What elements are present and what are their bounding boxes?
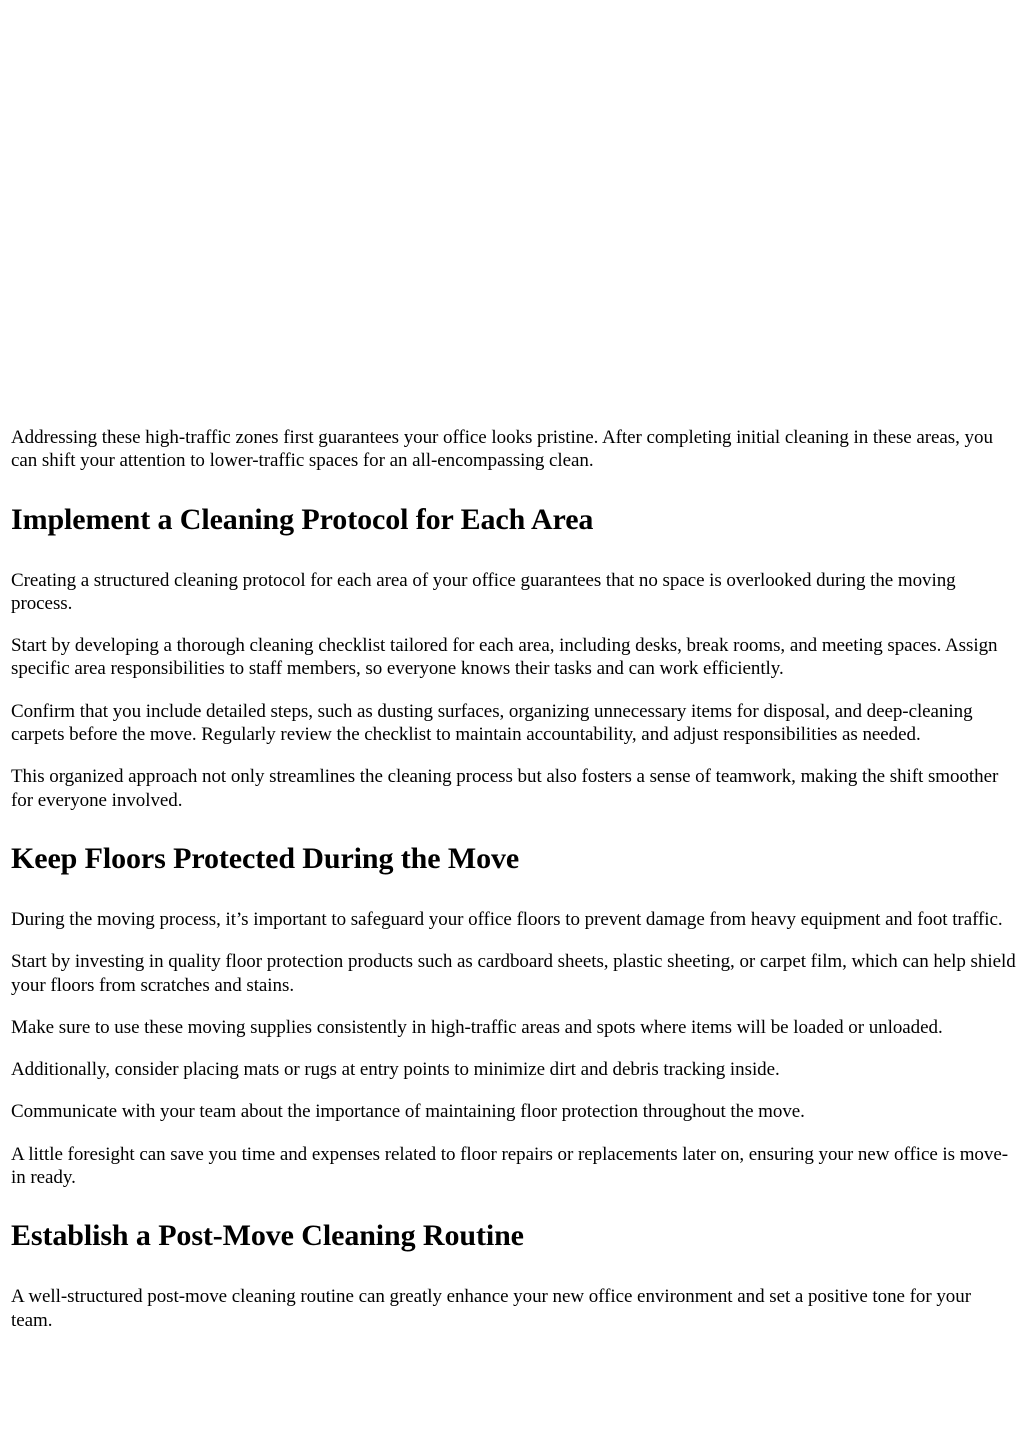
paragraph: Confirm that you include detailed steps, such as dusting surfaces, organizing unnecessary items for disposal, and deep-cleaning carpets before the move. Regularly review the checklist to maintain accountability, and adjust responsibilities as needed. <box>11 700 973 746</box>
paragraph: A little foresight can save you time and expenses related to floor repairs or replacements later on, ensuring your new office is move-in ready. <box>11 1143 1008 1189</box>
paragraph: Creating a structured cleaning protocol for each area of your office guarantees that no space is overlooked during the moving process. <box>11 569 956 614</box>
paragraph: This organized approach not only streamlines the cleaning process but also fosters a sense of teamwork, making the shift smoother for everyone involved. <box>11 766 999 811</box>
paragraph: Start by investing in quality floor protection products such as cardboard sheets, plastic sheeting, or carpet film, which can help shield your floors from scratches and stains. <box>11 951 1016 996</box>
paragraph: Start by developing a thorough cleaning checklist tailored for each area, including desks, break rooms, and meeting spaces. Assign specific area responsibilities to staff members, so everyone knows their tasks and can work efficiently. <box>11 635 998 680</box>
section-heading-post-move-routine: Establish a Post-Move Cleaning Routine <box>11 1219 524 1253</box>
blank-top-area <box>0 0 1024 420</box>
paragraph: During the moving process, it’s important to safeguard your office floors to prevent damage from heavy equipment and foot traffic. <box>11 908 1003 930</box>
section-heading-floors-protected: Keep Floors Protected During the Move <box>11 841 520 875</box>
paragraph: Additionally, consider placing mats or rugs at entry points to minimize dirt and debris tracking inside. <box>11 1059 780 1081</box>
paragraph: Communicate with your team about the importance of maintaining floor protection throughout the move. <box>11 1101 805 1123</box>
section-heading-cleaning-protocol: Implement a Cleaning Protocol for Each Area <box>11 502 594 536</box>
intro-paragraph: Addressing these high-traffic zones first guarantees your office looks pristine. After completing initial cleaning in these areas, you can shift your attention to lower-traffic spaces for an all-encompassing clean. <box>11 427 993 472</box>
paragraph: Make sure to use these moving supplies consistently in high-traffic areas and spots where items will be loaded or unloaded. <box>11 1016 943 1038</box>
document-body <box>11 426 1016 1351</box>
paragraph: A well-structured post-move cleaning routine can greatly enhance your new office environment and set a positive tone for your team. <box>11 1286 971 1331</box>
